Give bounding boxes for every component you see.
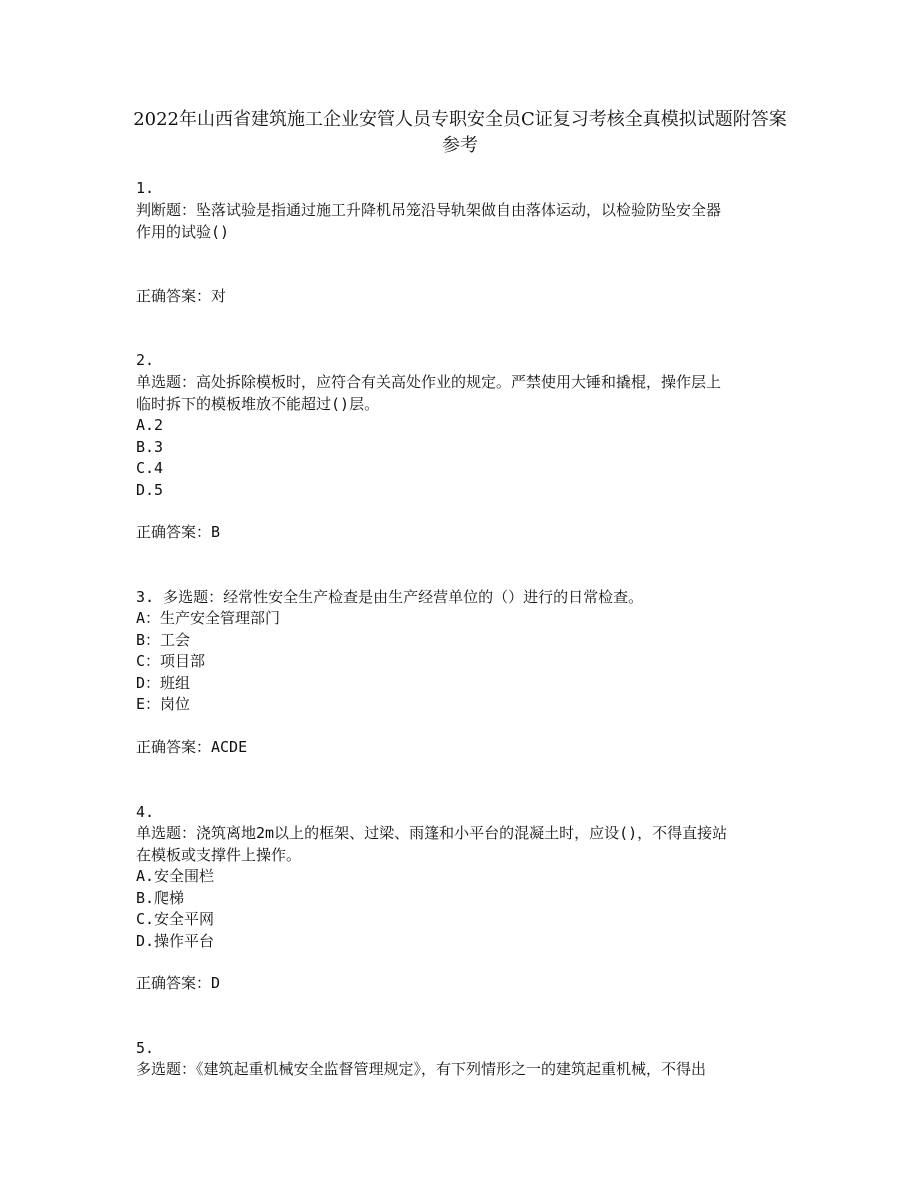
question-3-answer: 正确答案：ACDE (136, 738, 248, 756)
question-4-option: D.操作平台 (136, 932, 215, 950)
question-1-number: 1. (136, 179, 155, 197)
question-4-stem-line-2: 在模板或支撑件上操作。 (136, 846, 302, 864)
question-3-option: D：班组 (136, 674, 191, 692)
question-5-number: 5. (136, 1039, 155, 1057)
question-2-stem-line-1: 单选题：高处拆除模板时，应符合有关高处作业的规定。严禁使用大锤和撬棍，操作层上 (136, 373, 722, 391)
question-3-option: B：工会 (136, 631, 191, 649)
question-3-option: E：岗位 (136, 695, 191, 713)
question-2-stem-line-2: 临时拆下的模板堆放不能超过()层。 (136, 395, 380, 413)
question-2-answer: 正确答案：B (136, 523, 221, 541)
question-1-stem-line-2: 作用的试验() (136, 223, 230, 241)
question-4-option: A.安全围栏 (136, 867, 215, 885)
question-2-option: D.5 (136, 481, 164, 499)
question-3-stem-line-1: 3. 多选题：经常性安全生产检查是由生产经营单位的（）进行的日常检查。 (136, 588, 644, 606)
question-5-stem-line-1: 多选题：《建筑起重机械安全监督管理规定》，有下列情形之一的建筑起重机械，不得出 (136, 1060, 707, 1078)
question-3-option: C：项目部 (136, 652, 206, 670)
question-2-number: 2. (136, 351, 155, 369)
question-3-option: A：生产安全管理部门 (136, 609, 281, 627)
question-4-stem-line-1: 单选题：浇筑离地2m以上的框架、过梁、雨篷和小平台的混凝土时，应设()，不得直接站 (136, 824, 728, 842)
document-title-line-1: 2022年山西省建筑施工企业安管人员专职安全员C证复习考核全真模拟试题附答案 (133, 109, 787, 130)
question-2-option: B.3 (136, 438, 164, 456)
question-4-number: 4. (136, 803, 155, 821)
question-1-answer: 正确答案：对 (136, 287, 227, 305)
question-4-option: B.爬梯 (136, 889, 185, 907)
document-title-line-2: 参考 (442, 135, 478, 156)
question-4-answer: 正确答案：D (136, 974, 221, 992)
question-4-option: C.安全平网 (136, 910, 215, 928)
question-2-option: C.4 (136, 459, 164, 477)
question-2-option: A.2 (136, 416, 164, 434)
question-1-stem-line-1: 判断题：坠落试验是指通过施工升降机吊笼沿导轨架做自由落体运动，以检验防坠安全器 (136, 201, 722, 219)
